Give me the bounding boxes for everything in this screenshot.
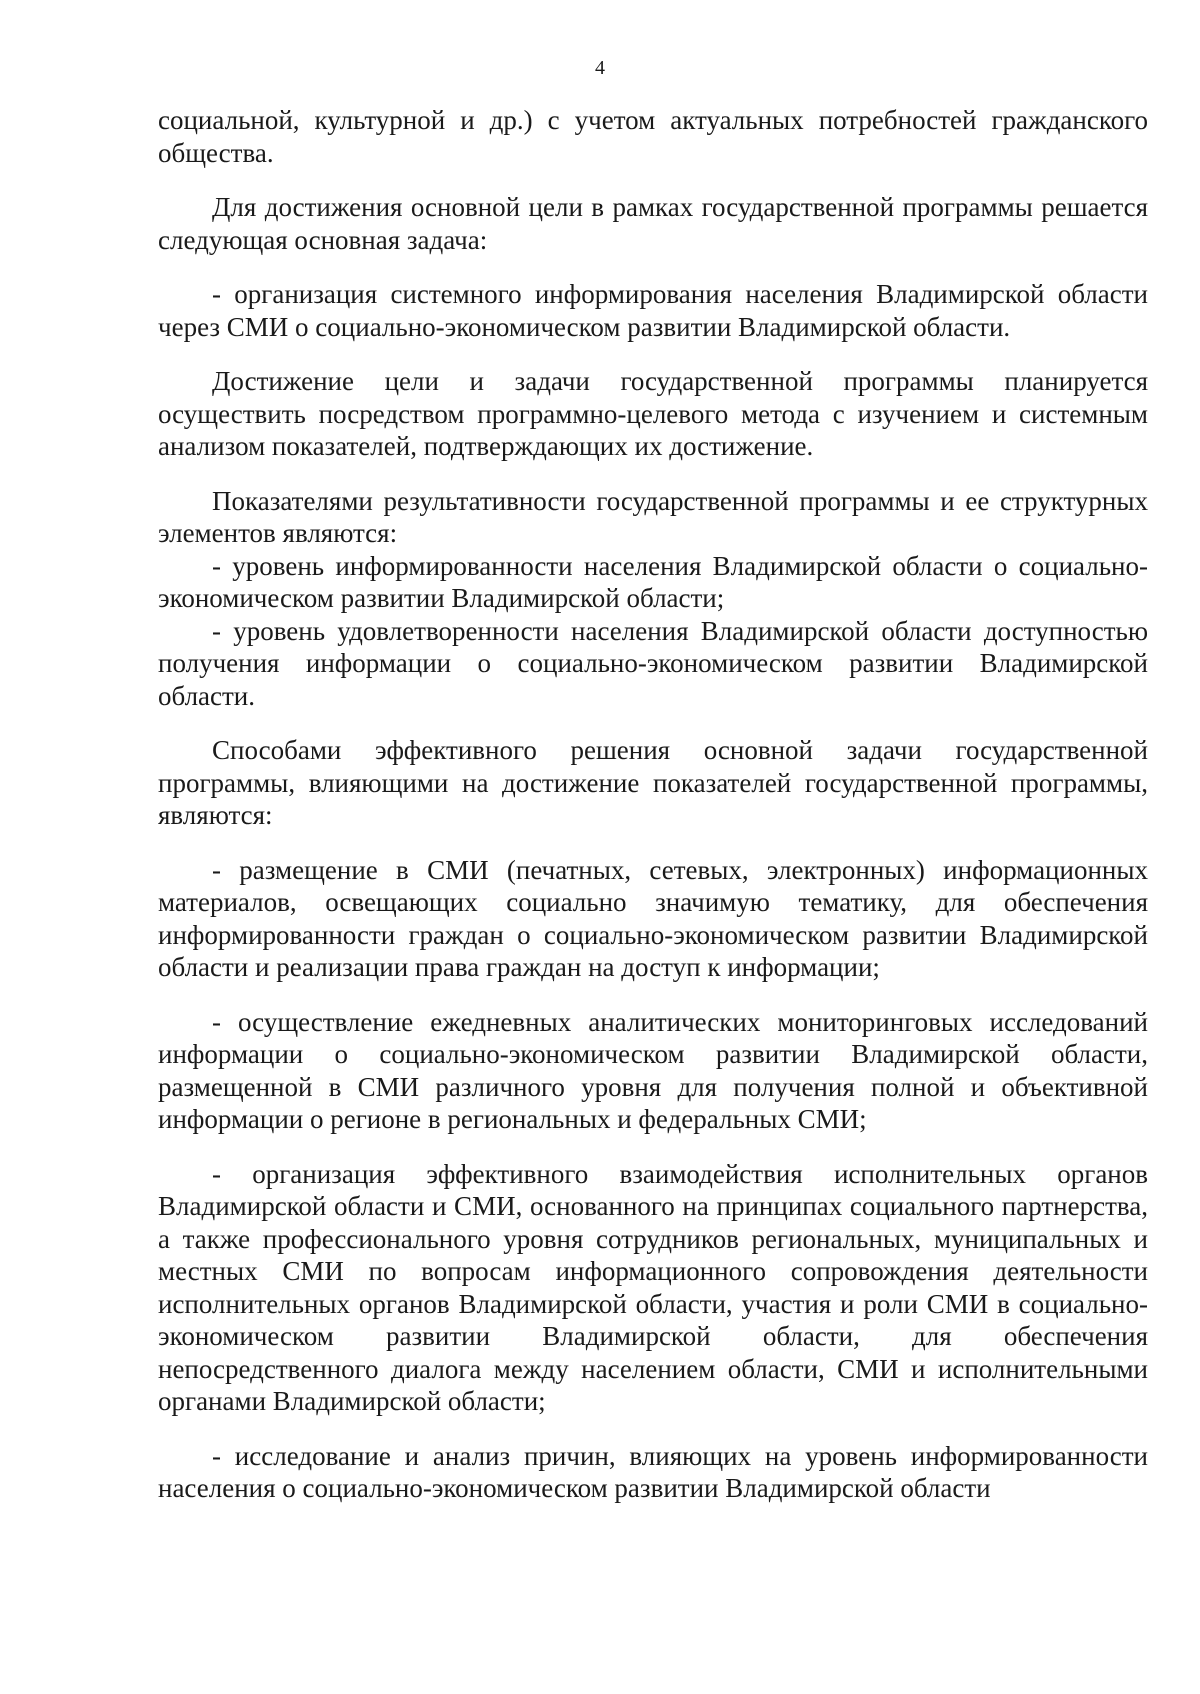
paragraph-method-monitoring: - осуществление ежедневных аналитических мониторинговых исследований информации о социально-экономическом развитии Владимирской области, размещенной в СМИ различного уровня для получения полной и объективной информации о регионе в региональных и федеральных СМИ; bbox=[158, 1006, 1148, 1134]
paragraph-method-research: - исследование и анализ причин, влияющих на уровень информированности населения о социально-экономическом развитии Владимирской области bbox=[158, 1440, 1148, 1503]
paragraph-methods-intro: Способами эффективного решения основной задачи государственной программы, влияющими на достижение показателей государственной программы, являются: bbox=[158, 735, 1148, 830]
paragraph-method-cooperation: - организация эффективного взаимодействия исполнительных органов Владимирской области и СМИ, основанного на принципах социального партнерства, а также профессионального уровня сотрудников региональных, муниципальных и местных СМИ по вопросам информационного сопровождения деятельности исполнительных органов Владимирской области, участия и роли СМИ в социально-экономическом развитии Владимирской области, для обеспечения непосредственного диалога между населением области, СМИ и исполнительными органами Владимирской области; bbox=[158, 1158, 1148, 1416]
paragraph-indicator-satisfaction: - уровень удовлетворенности населения Владимирской области доступностью получения информации о социально-экономическом развитии Владимирской области. bbox=[158, 615, 1148, 711]
paragraph-main-task-intro: Для достижения основной цели в рамках государственной программы решается следующая основная задача: bbox=[158, 192, 1148, 255]
page-number: 4 bbox=[595, 57, 605, 79]
paragraph-indicator-awareness: - уровень информированности населения Владимирской области о социально-экономическом развитии Владимирской области; bbox=[158, 550, 1148, 613]
paragraph-main-task: - организация системного информирования населения Владимирской области через СМИ о социально-экономическом развитии Владимирской области. bbox=[158, 279, 1148, 342]
document-body bbox=[158, 104, 1148, 1505]
paragraph-method-media-placement: - размещение в СМИ (печатных, сетевых, электронных) информационных материалов, освещающих социально значимую тематику, для обеспечения информированности граждан о социально-экономическом развитии Владимирской области и реализации права граждан на доступ к информации; bbox=[158, 854, 1148, 982]
paragraph-continuation: социальной, культурной и др.) с учетом актуальных потребностей гражданского общества. bbox=[158, 105, 1148, 168]
paragraph-achievement-method: Достижение цели и задачи государственной программы планируется осуществить посредством программно-целевого метода с изучением и системным анализом показателей, подтверждающих их достижение. bbox=[158, 366, 1148, 461]
paragraph-indicators-intro: Показателями результативности государственной программы и ее структурных элементов являются: bbox=[158, 485, 1148, 548]
